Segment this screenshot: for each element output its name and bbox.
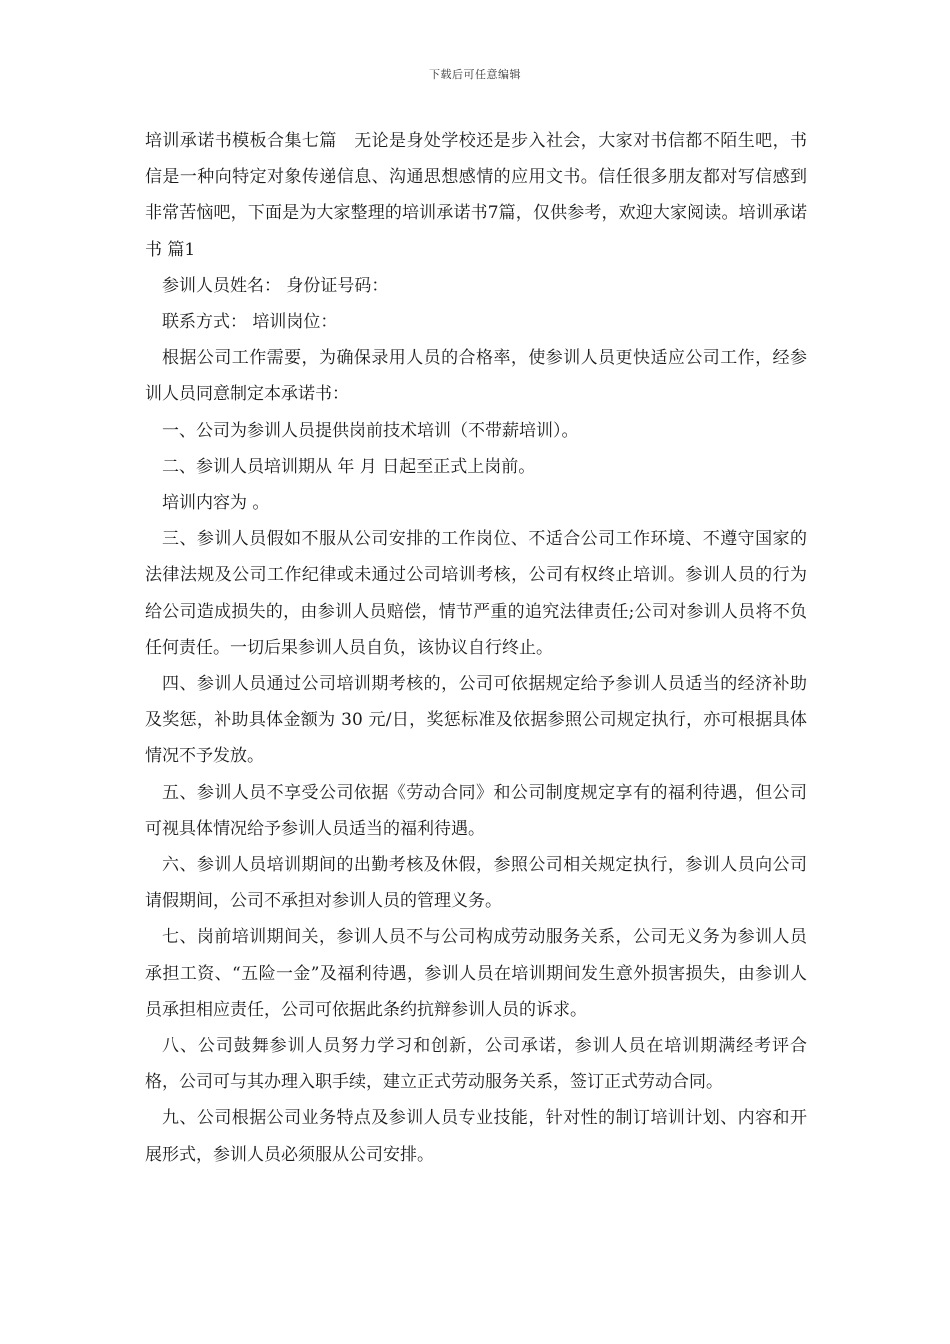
clause-6: 六、参训人员培训期间的出勤考核及休假，参照公司相关规定执行，参训人员向公司请假期间，公司不承担对参训人员的管理义务。	[145, 855, 807, 912]
clause-1: 一、公司为参训人员提供岗前技术培训（不带薪培训）。	[162, 420, 579, 441]
clause-2: 二、参训人员培训期从 年 月 日起至正式上岗前。	[162, 456, 536, 477]
preamble-paragraph: 根据公司工作需要，为确保录用人员的合格率，使参训人员更快适应公司工作，经参训人员同意制定本承诺书：	[145, 348, 807, 405]
clause-4: 四、参训人员通过公司培训期考核的，公司可依据规定给予参训人员适当的经济补助及奖惩，补助具体金额为 30 元/日，奖惩标准及依据参照公司规定执行，亦可根据具体情况不予发放。	[145, 674, 807, 767]
intro-paragraph: 培训承诺书模板合集七篇 无论是身处学校还是步入社会，大家对书信都不陌生吧，书信是一种向特定对象传递信息、沟通思想感情的应用文书。信任很多朋友都对写信感到非常苦恼吧，下面是为大家整理的培训承诺书7篇，仅供参考，欢迎大家阅读。培训承诺书 篇1	[145, 131, 807, 260]
clause-7: 七、岗前培训期间关，参训人员不与公司构成劳动服务关系，公司无义务为参训人员承担工资、“五险一金”及福利待遇，参训人员在培训期间发生意外损害损失，由参训人员承担相应责任，公司可依据此条约抗辩参训人员的诉求。	[145, 927, 807, 1020]
document-body	[145, 123, 807, 1173]
clause-3: 三、参训人员假如不服从公司安排的工作岗位、不适合公司工作环境、不遵守国家的法律法规及公司工作纪律或未通过公司培训考核，公司有权终止培训。参训人员的行为给公司造成损失的，由参训人员赔偿，情节严重的追究法律责任;公司对参训人员将不负任何责任。一切后果参训人员自负，该协议自行终止。	[145, 529, 807, 658]
form-field-contact-position: 联系方式： 培训岗位：	[162, 312, 338, 333]
form-field-name-id: 参训人员姓名： 身份证号码：	[162, 275, 389, 296]
training-content-line: 培训内容为 。	[162, 493, 270, 514]
page-header-note: 下载后可任意编辑	[429, 68, 521, 81]
clause-9: 九、公司根据公司业务特点及参训人员专业技能，针对性的制订培训计划、内容和开展形式，参训人员必须服从公司安排。	[145, 1108, 807, 1165]
clause-5: 五、参训人员不享受公司依据《劳动合同》和公司制度规定享有的福利待遇，但公司可视具体情况给予参训人员适当的福利待遇。	[145, 782, 807, 839]
clause-8: 八、公司鼓舞参训人员努力学习和创新，公司承诺，参训人员在培训期满经考评合格，公司可与其办理入职手续，建立正式劳动服务关系，签订正式劳动合同。	[145, 1036, 807, 1093]
